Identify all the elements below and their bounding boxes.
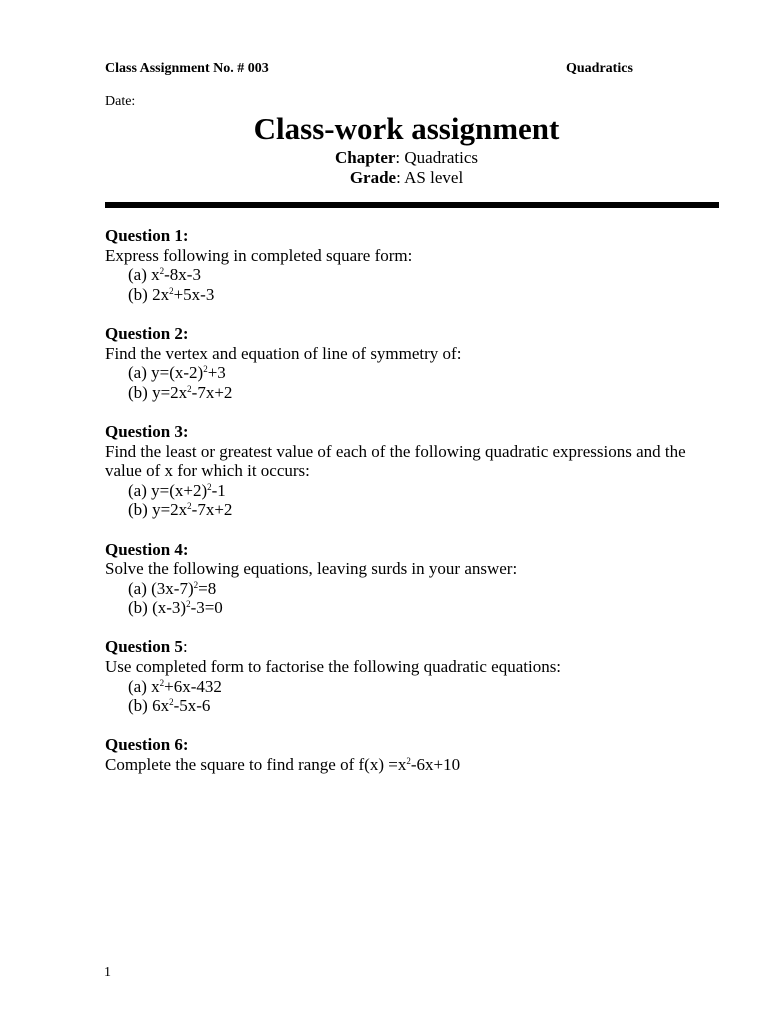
question-heading-label: Question 1: <box>105 226 189 245</box>
title-block <box>105 110 708 188</box>
question-heading-label: Question 4: <box>105 539 189 559</box>
expression-text: -1 <box>211 480 226 500</box>
expression-text: -7x+2 <box>191 500 233 520</box>
superscript: 2 <box>207 481 212 492</box>
question-3 <box>105 422 705 520</box>
question-heading-label: Question 5 <box>105 637 183 657</box>
question-heading <box>105 226 705 246</box>
expression-text: x <box>151 265 160 285</box>
part-label: (b) <box>128 500 153 520</box>
grade-line <box>105 168 708 188</box>
question-heading-label: Question 2: <box>105 323 189 343</box>
superscript: 2 <box>203 364 208 375</box>
expression-text: y=2x <box>152 382 188 402</box>
question-4 <box>105 540 705 618</box>
question-part <box>105 677 705 697</box>
superscript: 2 <box>406 756 411 767</box>
expression-text: y=(x-2) <box>151 363 204 383</box>
question-instruction: Solve the following equations, leaving surds in your answer: <box>105 559 518 579</box>
expression-text: -5x-6 <box>173 696 211 716</box>
grade-label: Grade <box>349 168 397 187</box>
question-instruction: Find the vertex and equation of line of symmetry of: <box>105 343 462 363</box>
question-list <box>105 226 705 794</box>
expression-text: +3 <box>207 363 226 383</box>
part-label: (b) <box>128 598 153 618</box>
question-6 <box>105 735 705 774</box>
question-1 <box>105 226 705 304</box>
superscript: 2 <box>187 501 192 512</box>
question-part <box>105 383 705 403</box>
expression-text: 6x <box>152 696 170 716</box>
question-part <box>105 500 705 520</box>
expression-text: (3x-7) <box>151 578 194 598</box>
expression-text: +5x-3 <box>173 284 215 304</box>
superscript: 2 <box>169 285 174 296</box>
question-2 <box>105 324 705 402</box>
superscript: 2 <box>186 599 191 610</box>
expression-text: -3=0 <box>190 598 223 618</box>
part-label: (a) <box>128 363 152 383</box>
question-heading <box>105 637 705 657</box>
expression-text: -8x-3 <box>164 265 201 285</box>
part-label: (a) <box>128 265 152 285</box>
header-topic: Quadratics <box>566 61 633 76</box>
superscript: 2 <box>187 383 192 394</box>
question-instruction <box>105 755 705 775</box>
superscript: 2 <box>169 697 174 708</box>
question-instruction: Find the least or greatest value of each of the following quadratic expressions and the value of x for which it occurs: <box>105 441 686 481</box>
title-divider <box>105 202 719 208</box>
question-part <box>105 598 705 618</box>
part-label: (a) <box>128 676 152 696</box>
chapter-label: Chapter <box>334 148 396 167</box>
question-heading-label: Question 6: <box>105 735 189 755</box>
expression-text: (x-3) <box>152 598 187 618</box>
question-5 <box>105 637 705 715</box>
superscript: 2 <box>193 579 199 590</box>
date-label: Date: <box>105 94 136 109</box>
question-instruction: Use completed form to factorise the following quadratic equations: <box>105 657 562 677</box>
question-heading-suffix: : <box>182 637 188 657</box>
assignment-number: Class Assignment No. # 003 <box>105 61 269 76</box>
question-heading-label: Question 3: <box>105 421 189 441</box>
superscript: 2 <box>159 677 165 688</box>
expression-text: +6x-432 <box>164 676 222 696</box>
page-title: Class-work assignment <box>253 111 560 146</box>
part-label: (b) <box>128 284 153 304</box>
expression-text: x <box>151 676 160 696</box>
grade-value: : AS level <box>396 168 464 187</box>
question-part <box>105 285 705 305</box>
chapter-value: : Quadratics <box>395 148 479 167</box>
part-label: (b) <box>128 382 153 402</box>
question-part <box>105 696 705 716</box>
question-heading <box>105 540 705 560</box>
question-part <box>105 265 705 285</box>
question-instruction: Express following in completed square form: <box>105 245 413 265</box>
question-heading <box>105 324 705 344</box>
expression-text: Complete the square to find range of f(x) =x <box>105 755 407 775</box>
question-heading <box>105 735 705 755</box>
part-label: (a) <box>128 578 152 598</box>
question-part <box>105 363 705 383</box>
question-part <box>105 481 705 501</box>
page-number: 1 <box>104 965 111 980</box>
chapter-line <box>105 148 708 168</box>
expression-text: =8 <box>198 578 217 598</box>
expression-text: -7x+2 <box>191 382 233 402</box>
question-heading <box>105 422 705 442</box>
expression-text: 2x <box>152 284 170 304</box>
part-label: (a) <box>128 480 152 500</box>
part-label: (b) <box>128 696 153 716</box>
question-part <box>105 579 705 599</box>
expression-text: y=(x+2) <box>151 480 208 500</box>
expression-text: y=2x <box>152 500 188 520</box>
expression-text: -6x+10 <box>410 755 461 775</box>
superscript: 2 <box>159 266 165 277</box>
